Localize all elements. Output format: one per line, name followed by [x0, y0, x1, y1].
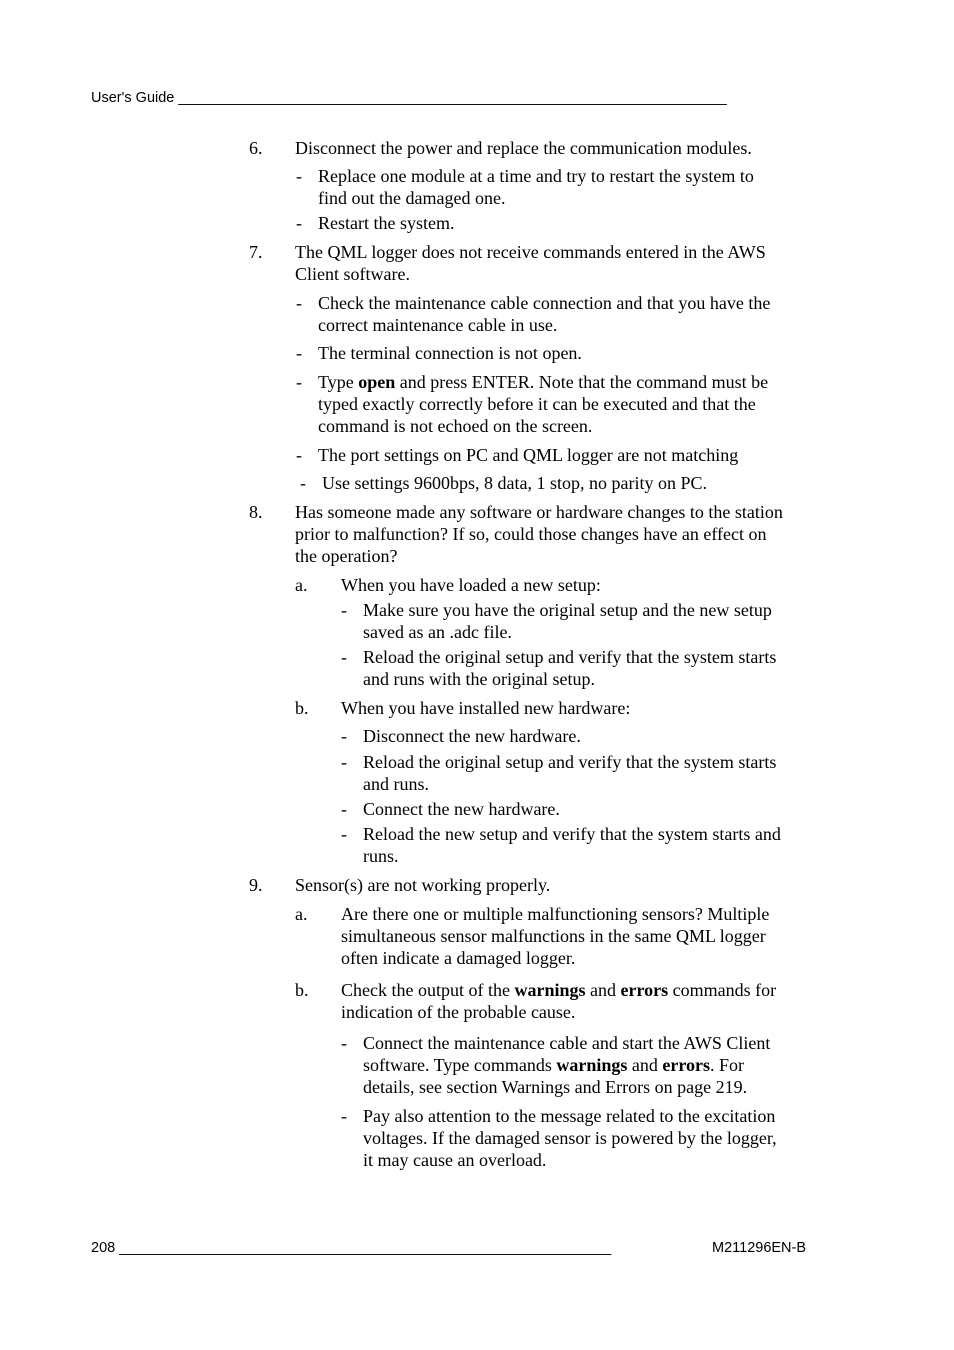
bullet-text: and runs with the original setup.: [363, 669, 595, 689]
list-number: 7.: [249, 242, 263, 262]
sub-item-text: often indicate a damaged logger.: [341, 948, 576, 968]
bullet-text-part: Type: [318, 372, 359, 392]
bullet-text: [318, 371, 768, 393]
sub-item-label: a.: [295, 575, 308, 595]
bullet-text: Disconnect the new hardware.: [363, 726, 581, 746]
command-warnings: warnings: [556, 1055, 628, 1075]
list-item-text: Disconnect the power and replace the communication modules.: [295, 138, 752, 158]
bullet-text: voltages. If the damaged sensor is powered by the logger,: [363, 1128, 777, 1148]
document-id: M211296EN-B: [712, 1240, 807, 1256]
list-item-text: Sensor(s) are not working properly.: [295, 875, 551, 895]
list-item-text: Client software.: [295, 264, 410, 284]
bullet-text: Connect the new hardware.: [363, 799, 560, 819]
bullet-text: correct maintenance cable in use.: [318, 315, 558, 335]
footer-rule: _____________________________________________________________: [119, 1240, 612, 1256]
list-number: 8.: [249, 502, 263, 522]
bullet-dash: -: [341, 647, 347, 667]
page-number: 208: [91, 1240, 116, 1256]
bullet-text: Pay also attention to the message related to the excitation: [363, 1106, 776, 1126]
command-open: open: [358, 372, 396, 392]
bullet-dash: -: [341, 726, 347, 746]
bullet-dash: -: [341, 1033, 347, 1053]
sub-item-text: [341, 979, 776, 1001]
bullet-text: Connect the maintenance cable and start the AWS Client: [363, 1033, 771, 1053]
list-item-text: the operation?: [295, 546, 398, 566]
list-item-text: The QML logger does not receive commands entered in the AWS: [295, 242, 766, 262]
list-number: 9.: [249, 875, 263, 895]
bullet-text: [363, 1054, 744, 1076]
command-errors: errors: [620, 980, 669, 1000]
bullet-dash: -: [296, 445, 302, 465]
bullet-dash: -: [341, 799, 347, 819]
bullet-text: Reload the original setup and verify that the system starts: [363, 647, 777, 667]
bullet-text-part: software. Type commands: [363, 1055, 557, 1075]
list-item-text: Has someone made any software or hardware changes to the station: [295, 502, 783, 522]
sub-item-text-part: Check the output of the: [341, 980, 515, 1000]
bullet-text: Use settings 9600bps, 8 data, 1 stop, no parity on PC.: [322, 473, 707, 493]
bullet-text: and runs.: [363, 774, 429, 794]
bullet-text: command is not echoed on the screen.: [318, 416, 593, 436]
running-footer: [91, 1240, 611, 1256]
bullet-text-part: and press ENTER. Note that the command must be: [395, 372, 769, 392]
bullet-dash: -: [296, 166, 302, 186]
bullet-dash: -: [296, 343, 302, 363]
sub-item-text: When you have loaded a new setup:: [341, 575, 601, 595]
bullet-dash: -: [300, 473, 306, 493]
bullet-text: details, see section Warnings and Errors on page 219.: [363, 1077, 748, 1097]
bullet-text-part: and: [627, 1055, 663, 1075]
bullet-text: Replace one module at a time and try to restart the system to: [318, 166, 754, 186]
bullet-text: runs.: [363, 846, 399, 866]
bullet-text-part: . For: [710, 1055, 745, 1075]
bullet-text: typed exactly correctly before it can be executed and that the: [318, 394, 756, 414]
bullet-dash: -: [296, 293, 302, 313]
bullet-text: The port settings on PC and QML logger are not matching: [318, 445, 739, 465]
sub-item-text-part: and: [585, 980, 621, 1000]
sub-item-text: simultaneous sensor malfunctions in the same QML logger: [341, 926, 766, 946]
bullet-dash: -: [341, 600, 347, 620]
bullet-text: The terminal connection is not open.: [318, 343, 582, 363]
bullet-text: saved as an .adc file.: [363, 622, 512, 642]
running-header: User's Guide ____________________________________________________________________: [91, 90, 727, 106]
list-item-text: prior to malfunction? If so, could those changes have an effect on: [295, 524, 767, 544]
bullet-text: find out the damaged one.: [318, 188, 506, 208]
bullet-dash: -: [296, 213, 302, 233]
sub-item-text-part: commands for: [668, 980, 777, 1000]
sub-item-text: Are there one or multiple malfunctioning sensors? Multiple: [341, 904, 770, 924]
bullet-text: Restart the system.: [318, 213, 455, 233]
sub-item-text: indication of the probable cause.: [341, 1002, 576, 1022]
bullet-text: Reload the new setup and verify that the system starts and: [363, 824, 781, 844]
bullet-text: Make sure you have the original setup and the new setup: [363, 600, 772, 620]
bullet-dash: -: [296, 372, 302, 392]
bullet-text: Reload the original setup and verify that the system starts: [363, 752, 777, 772]
bullet-text: it may cause an overload.: [363, 1150, 547, 1170]
bullet-dash: -: [341, 824, 347, 844]
sub-item-label: b.: [295, 698, 309, 718]
sub-item-text: When you have installed new hardware:: [341, 698, 631, 718]
list-number: 6.: [249, 138, 263, 158]
bullet-text: Check the maintenance cable connection and that you have the: [318, 293, 771, 313]
sub-item-label: b.: [295, 980, 309, 1000]
bullet-dash: -: [341, 1106, 347, 1126]
sub-item-label: a.: [295, 904, 308, 924]
command-warnings: warnings: [514, 980, 586, 1000]
command-errors: errors: [662, 1055, 711, 1075]
bullet-dash: -: [341, 752, 347, 772]
